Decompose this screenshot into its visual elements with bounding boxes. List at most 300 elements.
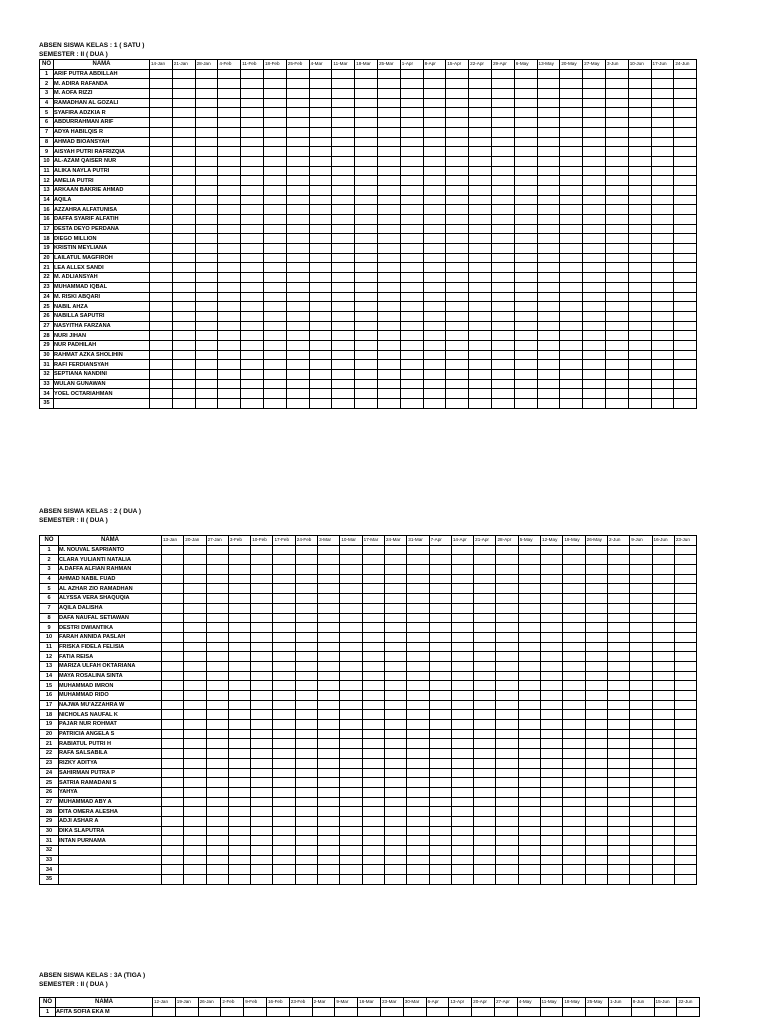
attendance-cell	[541, 846, 563, 856]
attendance-cell	[362, 826, 384, 836]
row-number: 9	[40, 623, 59, 633]
attendance-cell	[407, 768, 429, 778]
attendance-cell	[605, 108, 628, 118]
attendance-cell	[362, 584, 384, 594]
attendance-cell	[563, 846, 585, 856]
attendance-cell	[586, 1007, 609, 1017]
attendance-cell	[541, 700, 563, 710]
header-no: NO	[40, 998, 56, 1008]
attendance-cell	[541, 691, 563, 701]
attendance-cell	[585, 739, 607, 749]
attendance-cell	[150, 234, 173, 244]
attendance-cell	[469, 89, 492, 99]
attendance-cell	[560, 350, 583, 360]
attendance-cell	[563, 826, 585, 836]
attendance-cell	[491, 127, 514, 137]
attendance-cell	[162, 865, 184, 875]
attendance-cell	[583, 147, 606, 157]
attendance-cell	[318, 671, 340, 681]
attendance-cell	[491, 69, 514, 79]
attendance-cell	[309, 244, 332, 254]
attendance-cell	[384, 768, 406, 778]
attendance-cell	[218, 379, 241, 389]
attendance-cell	[318, 652, 340, 662]
attendance-cell	[384, 574, 406, 584]
student-name: FATIA REISA	[59, 652, 162, 662]
student-name	[54, 399, 150, 409]
attendance-cell	[295, 671, 317, 681]
attendance-cell	[198, 1007, 221, 1017]
attendance-cell	[172, 185, 195, 195]
attendance-cell	[651, 302, 674, 312]
attendance-cell	[162, 875, 184, 885]
header-date: 20-May	[560, 60, 583, 70]
student-name: INTAN PURNAMA	[59, 836, 162, 846]
attendance-cell	[605, 244, 628, 254]
section-title: ABSEN SISWA KELAS : 3A (TIGA )	[39, 972, 146, 979]
attendance-cell	[469, 379, 492, 389]
table-row	[40, 836, 697, 846]
attendance-cell	[309, 205, 332, 215]
header-date: 24-Feb	[295, 536, 317, 546]
attendance-cell	[355, 360, 378, 370]
row-number: 11	[40, 642, 59, 652]
attendance-cell	[241, 263, 264, 273]
header-date: 4-Feb	[218, 60, 241, 70]
student-name	[59, 865, 162, 875]
attendance-cell	[377, 389, 400, 399]
attendance-cell	[318, 681, 340, 691]
attendance-cell	[491, 108, 514, 118]
attendance-cell	[496, 855, 518, 865]
attendance-cell	[362, 632, 384, 642]
attendance-cell	[560, 292, 583, 302]
attendance-cell	[263, 389, 286, 399]
student-name: FRISKA FIDELA FELISIA	[59, 642, 162, 652]
attendance-cell	[514, 244, 537, 254]
attendance-cell	[162, 710, 184, 720]
attendance-cell	[560, 321, 583, 331]
attendance-cell	[605, 253, 628, 263]
attendance-cell	[318, 555, 340, 565]
attendance-cell	[607, 671, 629, 681]
attendance-cell	[630, 729, 652, 739]
table-row	[40, 244, 697, 254]
student-name: DITA OMERA ALESHA	[59, 807, 162, 817]
attendance-cell	[518, 594, 540, 604]
attendance-cell	[218, 253, 241, 263]
attendance-table	[39, 59, 697, 409]
attendance-cell	[407, 875, 429, 885]
attendance-cell	[514, 156, 537, 166]
row-number: 1	[40, 1007, 56, 1017]
attendance-cell	[469, 98, 492, 108]
attendance-cell	[585, 700, 607, 710]
attendance-cell	[362, 855, 384, 865]
attendance-cell	[469, 263, 492, 273]
attendance-cell	[273, 681, 295, 691]
attendance-cell	[605, 79, 628, 89]
attendance-cell	[518, 749, 540, 759]
attendance-cell	[172, 205, 195, 215]
attendance-cell	[560, 127, 583, 137]
attendance-cell	[362, 729, 384, 739]
attendance-cell	[496, 642, 518, 652]
attendance-cell	[423, 311, 446, 321]
attendance-cell	[384, 584, 406, 594]
attendance-cell	[630, 652, 652, 662]
attendance-cell	[541, 865, 563, 875]
attendance-cell	[474, 768, 496, 778]
table-row	[40, 79, 697, 89]
attendance-cell	[162, 623, 184, 633]
attendance-cell	[244, 1007, 267, 1017]
attendance-cell	[560, 79, 583, 89]
attendance-cell	[340, 565, 362, 575]
attendance-cell	[153, 1007, 176, 1017]
attendance-cell	[674, 166, 697, 176]
attendance-cell	[630, 545, 652, 555]
attendance-cell	[332, 79, 355, 89]
attendance-cell	[295, 603, 317, 613]
attendance-cell	[491, 311, 514, 321]
attendance-cell	[273, 807, 295, 817]
student-name: RAMADHAN AL GOZALI	[54, 98, 150, 108]
row-number: 22	[40, 749, 59, 759]
attendance-cell	[605, 234, 628, 244]
attendance-cell	[630, 787, 652, 797]
attendance-cell	[184, 613, 206, 623]
attendance-cell	[273, 836, 295, 846]
attendance-cell	[150, 137, 173, 147]
attendance-cell	[585, 671, 607, 681]
attendance-cell	[407, 739, 429, 749]
attendance-cell	[286, 176, 309, 186]
attendance-cell	[384, 749, 406, 759]
attendance-cell	[491, 205, 514, 215]
attendance-cell	[332, 205, 355, 215]
attendance-cell	[377, 147, 400, 157]
attendance-cell	[332, 234, 355, 244]
attendance-cell	[263, 234, 286, 244]
attendance-cell	[355, 215, 378, 225]
header-date: 19-May	[563, 536, 585, 546]
student-name: A.DAFFA ALFIAN RAHMAN	[59, 565, 162, 575]
attendance-cell	[332, 166, 355, 176]
attendance-cell	[332, 137, 355, 147]
attendance-cell	[518, 661, 540, 671]
attendance-cell	[518, 846, 540, 856]
attendance-cell	[630, 700, 652, 710]
attendance-cell	[263, 79, 286, 89]
attendance-cell	[423, 292, 446, 302]
attendance-cell	[355, 244, 378, 254]
student-name: LAILATUL MAGFIROH	[54, 253, 150, 263]
attendance-cell	[563, 1007, 586, 1017]
attendance-cell	[355, 311, 378, 321]
attendance-cell	[286, 370, 309, 380]
student-name: AHMAD NABIL FUAD	[59, 574, 162, 584]
attendance-cell	[628, 98, 651, 108]
attendance-cell	[309, 282, 332, 292]
attendance-cell	[560, 273, 583, 283]
attendance-cell	[195, 176, 218, 186]
attendance-cell	[563, 574, 585, 584]
attendance-cell	[335, 1007, 358, 1017]
attendance-cell	[674, 89, 697, 99]
attendance-cell	[429, 768, 451, 778]
attendance-cell	[384, 739, 406, 749]
attendance-cell	[172, 321, 195, 331]
attendance-cell	[651, 195, 674, 205]
attendance-cell	[429, 545, 451, 555]
attendance-cell	[607, 613, 629, 623]
attendance-cell	[286, 205, 309, 215]
attendance-cell	[309, 360, 332, 370]
attendance-cell	[286, 215, 309, 225]
attendance-cell	[651, 185, 674, 195]
attendance-cell	[318, 855, 340, 865]
attendance-cell	[496, 691, 518, 701]
header-date: 15-Apr	[446, 60, 469, 70]
table-row	[40, 846, 697, 856]
attendance-cell	[652, 787, 674, 797]
attendance-cell	[332, 350, 355, 360]
student-name: ALIKA NAYLA PUTRI	[54, 166, 150, 176]
attendance-cell	[423, 215, 446, 225]
attendance-cell	[295, 555, 317, 565]
attendance-cell	[195, 273, 218, 283]
attendance-cell	[384, 632, 406, 642]
table-row	[40, 787, 697, 797]
attendance-cell	[474, 720, 496, 730]
attendance-cell	[423, 360, 446, 370]
attendance-cell	[630, 555, 652, 565]
attendance-cell	[150, 108, 173, 118]
attendance-cell	[228, 778, 250, 788]
attendance-cell	[605, 273, 628, 283]
attendance-cell	[228, 603, 250, 613]
attendance-cell	[309, 379, 332, 389]
attendance-cell	[295, 778, 317, 788]
header-date: 10-Feb	[251, 536, 273, 546]
attendance-cell	[514, 118, 537, 128]
attendance-cell	[218, 108, 241, 118]
attendance-cell	[251, 836, 273, 846]
attendance-cell	[218, 185, 241, 195]
attendance-cell	[384, 816, 406, 826]
attendance-cell	[309, 340, 332, 350]
attendance-cell	[150, 340, 173, 350]
attendance-cell	[537, 331, 560, 341]
attendance-cell	[150, 311, 173, 321]
student-name: YAHYA	[59, 787, 162, 797]
attendance-cell	[263, 205, 286, 215]
table-row	[40, 379, 697, 389]
attendance-cell	[241, 321, 264, 331]
attendance-cell	[195, 185, 218, 195]
student-name: ABDURRAHMAN ARIF	[54, 118, 150, 128]
attendance-cell	[150, 195, 173, 205]
attendance-cell	[474, 816, 496, 826]
attendance-cell	[446, 399, 469, 409]
attendance-cell	[605, 137, 628, 147]
row-number: 27	[40, 797, 59, 807]
attendance-cell	[514, 89, 537, 99]
attendance-cell	[518, 710, 540, 720]
attendance-cell	[400, 253, 423, 263]
attendance-cell	[514, 98, 537, 108]
attendance-cell	[474, 632, 496, 642]
attendance-cell	[172, 89, 195, 99]
attendance-cell	[286, 108, 309, 118]
attendance-cell	[469, 176, 492, 186]
attendance-cell	[295, 574, 317, 584]
attendance-cell	[607, 758, 629, 768]
attendance-cell	[295, 565, 317, 575]
attendance-cell	[674, 273, 697, 283]
attendance-cell	[221, 1007, 244, 1017]
attendance-cell	[651, 370, 674, 380]
class-2-attendance-section	[39, 507, 697, 885]
attendance-cell	[340, 807, 362, 817]
attendance-cell	[273, 720, 295, 730]
attendance-cell	[514, 399, 537, 409]
attendance-cell	[362, 865, 384, 875]
attendance-cell	[184, 603, 206, 613]
table-row	[40, 855, 697, 865]
row-number: 31	[40, 836, 59, 846]
attendance-cell	[241, 127, 264, 137]
attendance-cell	[585, 691, 607, 701]
attendance-cell	[318, 816, 340, 826]
table-row	[40, 865, 697, 875]
attendance-cell	[309, 389, 332, 399]
attendance-cell	[162, 584, 184, 594]
attendance-cell	[652, 681, 674, 691]
row-number: 10	[40, 632, 59, 642]
attendance-cell	[583, 98, 606, 108]
table-row	[40, 584, 697, 594]
attendance-cell	[195, 302, 218, 312]
attendance-cell	[583, 273, 606, 283]
header-nama: NAMA	[54, 60, 150, 70]
attendance-cell	[585, 816, 607, 826]
attendance-cell	[407, 797, 429, 807]
row-number: 16	[40, 205, 54, 215]
attendance-cell	[340, 787, 362, 797]
attendance-cell	[286, 273, 309, 283]
attendance-cell	[563, 565, 585, 575]
attendance-cell	[407, 807, 429, 817]
attendance-cell	[451, 729, 473, 739]
attendance-cell	[184, 729, 206, 739]
attendance-cell	[355, 389, 378, 399]
attendance-cell	[286, 118, 309, 128]
attendance-cell	[446, 205, 469, 215]
attendance-cell	[362, 652, 384, 662]
attendance-cell	[674, 253, 697, 263]
row-number: 6	[40, 594, 59, 604]
attendance-cell	[446, 350, 469, 360]
table-row	[40, 273, 697, 283]
attendance-cell	[184, 720, 206, 730]
header-row	[40, 536, 697, 546]
attendance-cell	[251, 594, 273, 604]
table-row	[40, 700, 697, 710]
attendance-cell	[446, 79, 469, 89]
attendance-cell	[652, 855, 674, 865]
attendance-cell	[496, 555, 518, 565]
row-number: 19	[40, 244, 54, 254]
attendance-cell	[607, 652, 629, 662]
attendance-cell	[469, 69, 492, 79]
attendance-cell	[518, 758, 540, 768]
attendance-cell	[628, 350, 651, 360]
attendance-cell	[362, 671, 384, 681]
attendance-cell	[652, 826, 674, 836]
attendance-cell	[652, 865, 674, 875]
attendance-cell	[384, 594, 406, 604]
attendance-cell	[674, 185, 697, 195]
attendance-cell	[446, 340, 469, 350]
attendance-cell	[674, 739, 696, 749]
attendance-cell	[630, 865, 652, 875]
attendance-cell	[273, 846, 295, 856]
attendance-cell	[400, 350, 423, 360]
attendance-cell	[537, 79, 560, 89]
attendance-cell	[332, 185, 355, 195]
header-nama: NAMA	[56, 998, 153, 1008]
attendance-cell	[251, 642, 273, 652]
attendance-cell	[607, 545, 629, 555]
attendance-cell	[563, 720, 585, 730]
attendance-cell	[491, 224, 514, 234]
attendance-cell	[605, 311, 628, 321]
attendance-cell	[560, 311, 583, 321]
attendance-cell	[491, 185, 514, 195]
attendance-cell	[628, 118, 651, 128]
header-date: 6-May	[514, 60, 537, 70]
attendance-cell	[309, 176, 332, 186]
attendance-cell	[206, 710, 228, 720]
table-row	[40, 739, 697, 749]
attendance-cell	[384, 787, 406, 797]
attendance-cell	[474, 671, 496, 681]
attendance-cell	[496, 836, 518, 846]
attendance-cell	[384, 846, 406, 856]
attendance-cell	[429, 642, 451, 652]
attendance-cell	[496, 739, 518, 749]
row-number: 15	[40, 681, 59, 691]
attendance-cell	[451, 739, 473, 749]
attendance-cell	[651, 399, 674, 409]
attendance-cell	[332, 273, 355, 283]
attendance-cell	[206, 545, 228, 555]
attendance-cell	[429, 574, 451, 584]
table-row	[40, 671, 697, 681]
attendance-cell	[630, 613, 652, 623]
attendance-cell	[218, 311, 241, 321]
attendance-cell	[585, 875, 607, 885]
attendance-cell	[541, 652, 563, 662]
attendance-cell	[472, 1007, 495, 1017]
attendance-cell	[451, 758, 473, 768]
attendance-cell	[384, 652, 406, 662]
attendance-cell	[518, 807, 540, 817]
attendance-cell	[206, 816, 228, 826]
attendance-cell	[446, 331, 469, 341]
